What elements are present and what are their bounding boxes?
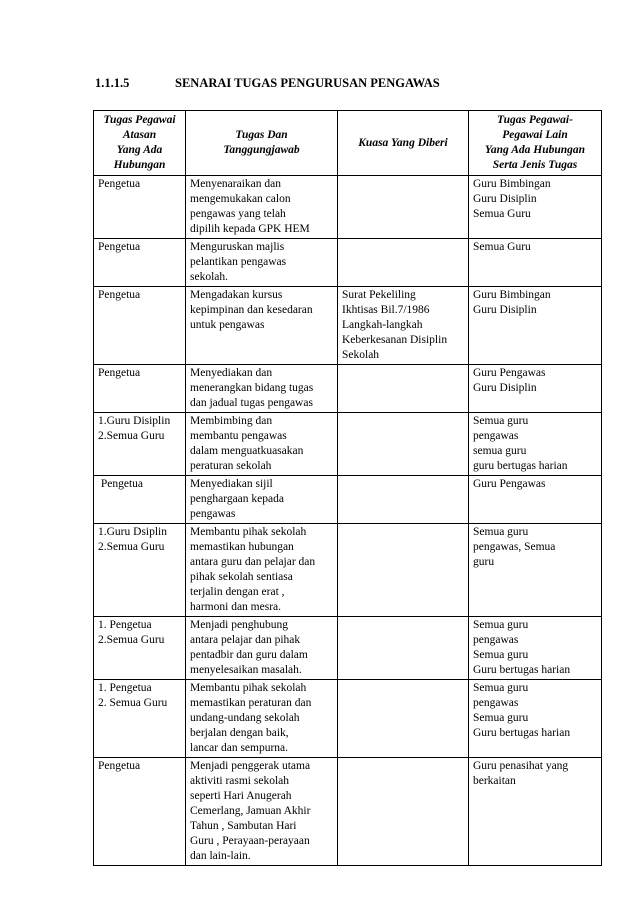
table-row: [94, 365, 602, 413]
cell-authority: [338, 176, 469, 239]
cell-line: membantu pengawas: [190, 430, 287, 442]
cell-authority: [338, 476, 469, 524]
cell-line: menyelesaikan masalah.: [190, 664, 302, 676]
cell-line: Menjadi penggerak utama: [190, 760, 311, 772]
table-row: [94, 413, 602, 476]
cell-line: aktiviti rasmi sekolah: [190, 775, 290, 787]
cell-line: Semua Guru: [473, 241, 531, 253]
table-row: [94, 617, 602, 680]
cell-line: harmoni dan mesra.: [190, 601, 282, 613]
cell-line: Semua guru: [473, 712, 529, 724]
cell-officer: [94, 365, 186, 413]
cell-line: dan lain-lain.: [190, 850, 251, 862]
cell-line: Pengetua: [98, 289, 141, 301]
cell-line: Menyenaraikan dan: [190, 178, 282, 190]
cell-duty: [186, 239, 338, 287]
cell-line: semua guru: [473, 445, 527, 457]
cell-related-staff: [469, 476, 602, 524]
cell-line: Keberkesanan Disiplin: [342, 334, 448, 346]
header-line: Tugas Pegawai-: [497, 114, 573, 126]
cell-line: 2.Semua Guru: [98, 634, 165, 646]
header-line: Yang Ada: [116, 144, 163, 156]
duties-table: [93, 110, 602, 866]
cell-officer: [94, 680, 186, 758]
header-line: Pegawai Lain: [502, 129, 568, 141]
cell-line: Guru Pengawas: [473, 478, 546, 490]
cell-duty: [186, 617, 338, 680]
cell-authority: [338, 365, 469, 413]
column-header-officer: [94, 111, 186, 176]
cell-related-staff: [469, 617, 602, 680]
cell-line: mengemukakan calon: [190, 193, 291, 205]
cell-authority: [338, 680, 469, 758]
cell-line: Guru Bimbingan: [473, 178, 551, 190]
cell-line: 1.Guru Dsiplin: [98, 526, 167, 538]
cell-line: Pengetua: [98, 178, 141, 190]
cell-line: Membimbing dan: [190, 415, 273, 427]
header-line: Tugas Dan: [235, 129, 288, 141]
cell-authority: [338, 617, 469, 680]
cell-line: guru: [473, 556, 495, 568]
cell-line: Surat Pekeliling: [342, 289, 416, 301]
section-title: SENARAI TUGAS PENGURUSAN PENGAWAS: [175, 76, 440, 90]
cell-line: Semua guru: [473, 682, 529, 694]
table-header-row: [94, 111, 602, 176]
cell-line: Guru Pengawas: [473, 367, 546, 379]
cell-line: Guru bertugas harian: [473, 664, 571, 676]
header-line: Yang Ada Hubungan: [484, 144, 586, 156]
cell-line: memastikan peraturan dan: [190, 697, 312, 709]
cell-line: antara guru dan pelajar dan: [190, 556, 316, 568]
cell-line: Membantu pihak sekolah: [190, 526, 307, 538]
cell-related-staff: [469, 287, 602, 365]
cell-line: seperti Hari Anugerah: [190, 790, 292, 802]
cell-line: berkaitan: [473, 775, 516, 787]
cell-line: Menyediakan dan: [190, 367, 273, 379]
cell-related-staff: [469, 365, 602, 413]
cell-related-staff: [469, 239, 602, 287]
cell-line: pelantikan pengawas: [190, 256, 287, 268]
column-header-related-staff: [469, 111, 602, 176]
cell-line: menerangkan bidang tugas: [190, 382, 314, 394]
cell-line: Semua Guru: [473, 208, 531, 220]
cell-line: antara pelajar dan pihak: [190, 634, 301, 646]
cell-officer: [94, 287, 186, 365]
cell-line: pengawas: [473, 634, 519, 646]
column-header-authority: [338, 111, 469, 176]
cell-line: penghargaan kepada: [190, 493, 284, 505]
cell-line: 2.Semua Guru: [98, 430, 165, 442]
cell-line: sekolah.: [190, 271, 229, 283]
cell-line: pengawas, Semua: [473, 541, 556, 553]
cell-line: pihak sekolah sentiasa: [190, 571, 293, 583]
table-row: [94, 176, 602, 239]
header-line: Tanggungjawab: [223, 144, 300, 156]
header-line: Serta Jenis Tugas: [492, 159, 578, 171]
cell-line: Menyediakan sijil: [190, 478, 273, 490]
cell-line: Semua guru: [473, 526, 529, 538]
cell-duty: [186, 758, 338, 866]
cell-officer: [94, 617, 186, 680]
cell-line: pentadbir dan guru dalam: [190, 649, 308, 661]
cell-line: Pengetua: [98, 367, 141, 379]
cell-line: Guru Disiplin: [473, 304, 537, 316]
cell-line: Guru Disiplin: [473, 382, 537, 394]
cell-line: undang-undang sekolah: [190, 712, 300, 724]
cell-line: pengawas: [473, 697, 519, 709]
cell-line: Pengetua: [98, 760, 141, 772]
cell-line: Sekolah: [342, 349, 380, 361]
cell-line: Tahun , Sambutan Hari: [190, 820, 297, 832]
cell-line: dalam menguatkuasakan: [190, 445, 304, 457]
header-line: Tugas Pegawai: [103, 114, 176, 126]
cell-line: Mengadakan kursus: [190, 289, 283, 301]
cell-duty: [186, 413, 338, 476]
cell-duty: [186, 176, 338, 239]
cell-line: pengawas yang telah: [190, 208, 286, 220]
cell-line: Membantu pihak sekolah: [190, 682, 307, 694]
cell-related-staff: [469, 413, 602, 476]
cell-line: Guru Disiplin: [473, 193, 537, 205]
cell-officer: [94, 239, 186, 287]
cell-line: lancar dan sempurna.: [190, 742, 289, 754]
cell-line: Guru Bimbingan: [473, 289, 551, 301]
column-header-duty: [186, 111, 338, 176]
cell-line: Guru bertugas harian: [473, 727, 571, 739]
cell-line: untuk pengawas: [190, 319, 265, 331]
cell-line: dipilih kepada GPK HEM: [190, 223, 310, 235]
table-row: [94, 758, 602, 866]
cell-officer: [94, 413, 186, 476]
table-row: [94, 680, 602, 758]
cell-line: berjalan dengan baik,: [190, 727, 289, 739]
cell-line: Guru penasihat yang: [473, 760, 569, 772]
cell-officer: [94, 476, 186, 524]
cell-officer: [94, 524, 186, 617]
cell-line: 1. Pengetua: [98, 682, 152, 694]
cell-officer: [94, 176, 186, 239]
cell-line: Menguruskan majlis: [190, 241, 285, 253]
cell-line: memastikan hubungan: [190, 541, 294, 553]
section-number: 1.1.1.5: [95, 76, 130, 90]
cell-line: Ikhtisas Bil.7/1986: [342, 304, 430, 316]
cell-duty: [186, 680, 338, 758]
cell-line: pengawas: [190, 508, 236, 520]
table-row: [94, 239, 602, 287]
cell-line: Cemerlang, Jamuan Akhir: [190, 805, 311, 817]
cell-line: Langkah-langkah: [342, 319, 423, 331]
table-row: [94, 524, 602, 617]
cell-related-staff: [469, 176, 602, 239]
cell-authority: [338, 758, 469, 866]
cell-line: peraturan sekolah: [190, 460, 272, 472]
cell-authority: [338, 524, 469, 617]
cell-related-staff: [469, 524, 602, 617]
cell-duty: [186, 287, 338, 365]
header-line: Kuasa Yang Diberi: [358, 136, 448, 149]
cell-line: Semua guru: [473, 415, 529, 427]
cell-line: Pengetua: [98, 478, 144, 490]
cell-authority: [338, 287, 469, 365]
header-line: Hubungan: [113, 159, 166, 171]
cell-line: dan jadual tugas pengawas: [190, 397, 313, 409]
cell-authority: [338, 413, 469, 476]
cell-line: kepimpinan dan kesedaran: [190, 304, 313, 316]
cell-line: pengawas: [473, 430, 519, 442]
cell-duty: [186, 524, 338, 617]
cell-line: Guru , Perayaan-perayaan: [190, 835, 310, 847]
cell-authority: [338, 239, 469, 287]
cell-line: 1.Guru Disiplin: [98, 415, 171, 427]
cell-line: Semua guru: [473, 619, 529, 631]
cell-related-staff: [469, 758, 602, 866]
header-line: Atasan: [122, 129, 157, 141]
table-row: [94, 476, 602, 524]
cell-line: 2. Semua Guru: [98, 697, 168, 709]
section-heading: [95, 76, 440, 91]
cell-line: guru bertugas harian: [473, 460, 568, 472]
cell-line: Semua guru: [473, 649, 529, 661]
cell-line: Pengetua: [98, 241, 141, 253]
cell-line: 1. Pengetua: [98, 619, 152, 631]
cell-duty: [186, 476, 338, 524]
cell-related-staff: [469, 680, 602, 758]
cell-line: Menjadi penghubung: [190, 619, 289, 631]
cell-duty: [186, 365, 338, 413]
cell-line: terjalin dengan erat ,: [190, 586, 285, 598]
cell-line: 2.Semua Guru: [98, 541, 165, 553]
table-row: [94, 287, 602, 365]
cell-officer: [94, 758, 186, 866]
